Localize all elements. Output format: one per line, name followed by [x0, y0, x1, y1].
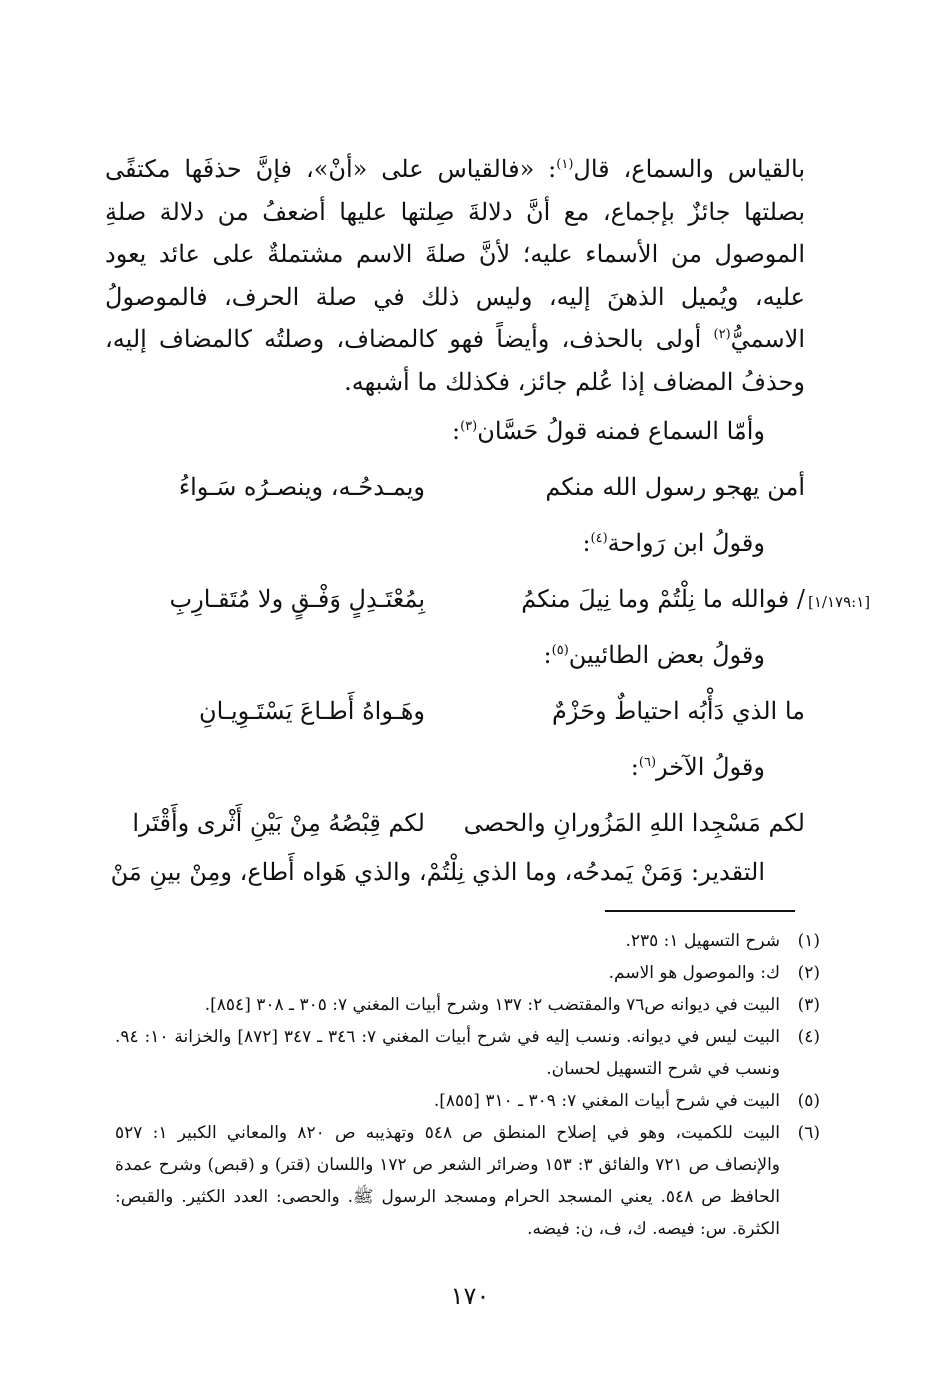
intro-text: وقولُ الآخر: [656, 753, 765, 781]
footnote-text: البيت ليس في ديوانه. ونسب إليه في شرح أبيات المغني ٧: ٣٤٦ ـ ٣٤٧ [٨٧٢] والخزانة ١٠: ٩٤. ونسب في شرح التسهيل لحسان.: [115, 1027, 780, 1079]
footnote-ref: (٥): [551, 643, 569, 658]
footnote-number: (٥): [797, 1091, 820, 1111]
footnote: [115, 1021, 820, 1085]
closing-line: التقدير: وَمَنْ يَمدحُه، وما الذي نِلْتُمْ، والذي هَواه أَطاع، ومِنْ بينِ مَنْ: [110, 858, 765, 886]
verse-hemistich-second: لكم قِبْصُهُ مِنْ بَيْنِ أَثْرى وأَقْتَرا: [132, 809, 425, 837]
main-text: [105, 148, 805, 894]
footnote-text: ك: والموصول هو الاسم.: [608, 963, 780, 983]
colon: :: [543, 641, 552, 669]
footnote: [115, 1117, 820, 1245]
footnote: [115, 957, 820, 989]
paragraph-text: بالقياس والسماع، قال: [573, 155, 806, 183]
intro-text: وقولُ بعض الطائيين: [568, 641, 765, 669]
colon: :: [582, 529, 591, 557]
colon: :: [630, 753, 639, 781]
footnote: [115, 925, 820, 957]
verse-hemistich-first: ما الذي دَأْبُه احتياطٌ وحَزْمٌ: [552, 697, 805, 725]
verse-hemistich-first: لكم مَسْجِدا اللهِ المَزُورانِ والحصى: [463, 809, 805, 837]
verse-line: [105, 459, 805, 515]
verse-line: [105, 571, 805, 627]
margin-page-reference: [١/١٧٩:١]: [808, 593, 871, 611]
intro-text: وقولُ ابن رَواحة: [607, 529, 765, 557]
footnote: [115, 989, 820, 1021]
verse-intro: [105, 627, 805, 683]
verse-intro: [105, 515, 805, 571]
verse-hemistich-second: بِمُعْتَـدِلٍ وَفْـقٍ ولا مُتَقـارِبِ: [169, 585, 425, 613]
opening-paragraph: [105, 148, 805, 403]
footnote-text: البيت للكميت، وهو في إصلاح المنطق ص ٥٤٨ وتهذيبه ص ٨٢٠ والمعاني الكبير ١: ٥٢٧ والإنصاف ص ٧٢١ والفائق ٣: ١٥٣ وضرائر الشعر ص ١٧٢ واللسان (قتر) و (قبص) وشرح عمدة الحافظ ص ٥٤٨. يعني المسجد الحرام ومسجد الرسول ﷺ. والحصى: العدد الكثير. والقبص: الكثرة. س: فيصه. ك، ف، ن: فيضه.: [115, 1123, 781, 1239]
footnote-number: (٢): [797, 963, 820, 983]
footnote-number: (٤): [797, 1027, 820, 1047]
footnote: [115, 1085, 820, 1117]
verse-intro: [105, 403, 805, 459]
verse-intro: [105, 739, 805, 795]
paragraph-text: : «فالقياس على «أنْ»، فإنَّ حذفَها مكتفًى بصلتها جائزٌ بإجماع، مع أنَّ دلالةَ صِلتها عليها أضعفُ من دلالة صلةِ الموصول من الأسماء عليه؛ لأنَّ صلةَ الاسم مشتملةٌ على عائد يعود عليه، ويُميل الذهنَ إليه، وليس ذلك في صلة الحرف، فالموصولُ الاسميُّ: [105, 155, 805, 353]
verse-line: [105, 795, 805, 851]
footnote-number: (١): [797, 931, 820, 951]
footnote-ref: (١): [556, 157, 574, 172]
footnote-text: البيت في شرح أبيات المغني ٧: ٣٠٩ ـ ٣١٠ [٨٥٥].: [433, 1091, 780, 1111]
footnote-text: شرح التسهيل ١: ٢٣٥.: [625, 931, 780, 951]
footnote-number: (٣): [797, 995, 820, 1015]
verse-hemistich-second: وهَـواهُ أَطـاعَ يَسْتَـوِيـانِ: [198, 697, 425, 725]
verse-hemistich-first: / فوالله ما نِلْتُمْ وما نِيلَ منكمُ: [521, 585, 805, 613]
footnote-text: البيت في ديوانه ص٧٦ والمقتضب ٢: ١٣٧ وشرح أبيات المغني ٧: ٣٠٥ ـ ٣٠٨ [٨٥٤].: [204, 995, 780, 1015]
footnote-ref: (٣): [460, 419, 478, 434]
footnote-separator: [605, 910, 795, 912]
intro-text: وأمّا السماع فمنه قولُ حَسَّان: [477, 417, 765, 445]
footnotes: [115, 925, 820, 1245]
footnote-number: (٦): [797, 1123, 820, 1143]
verse-hemistich-first: أمن يهجو رسول الله منكم: [545, 473, 805, 501]
footnote-ref: (٢): [713, 327, 731, 342]
footnote-ref: (٤): [590, 531, 608, 546]
footnote-ref: (٦): [638, 755, 657, 770]
colon: :: [451, 417, 461, 445]
verse-hemistich-second: ويمـدحُـه، وينصـرُه سَـواءُ: [178, 473, 425, 501]
page-number: ١٧٠: [450, 1282, 490, 1310]
verse-line: [105, 683, 805, 739]
paragraph-text: أولى بالحذف، وأيضاً فهو كالمضاف، وصلتُه كالمضاف إليه، وحذفُ المضاف إذا عُلم جائز، فكذلك ما أشبهه.: [105, 325, 805, 396]
